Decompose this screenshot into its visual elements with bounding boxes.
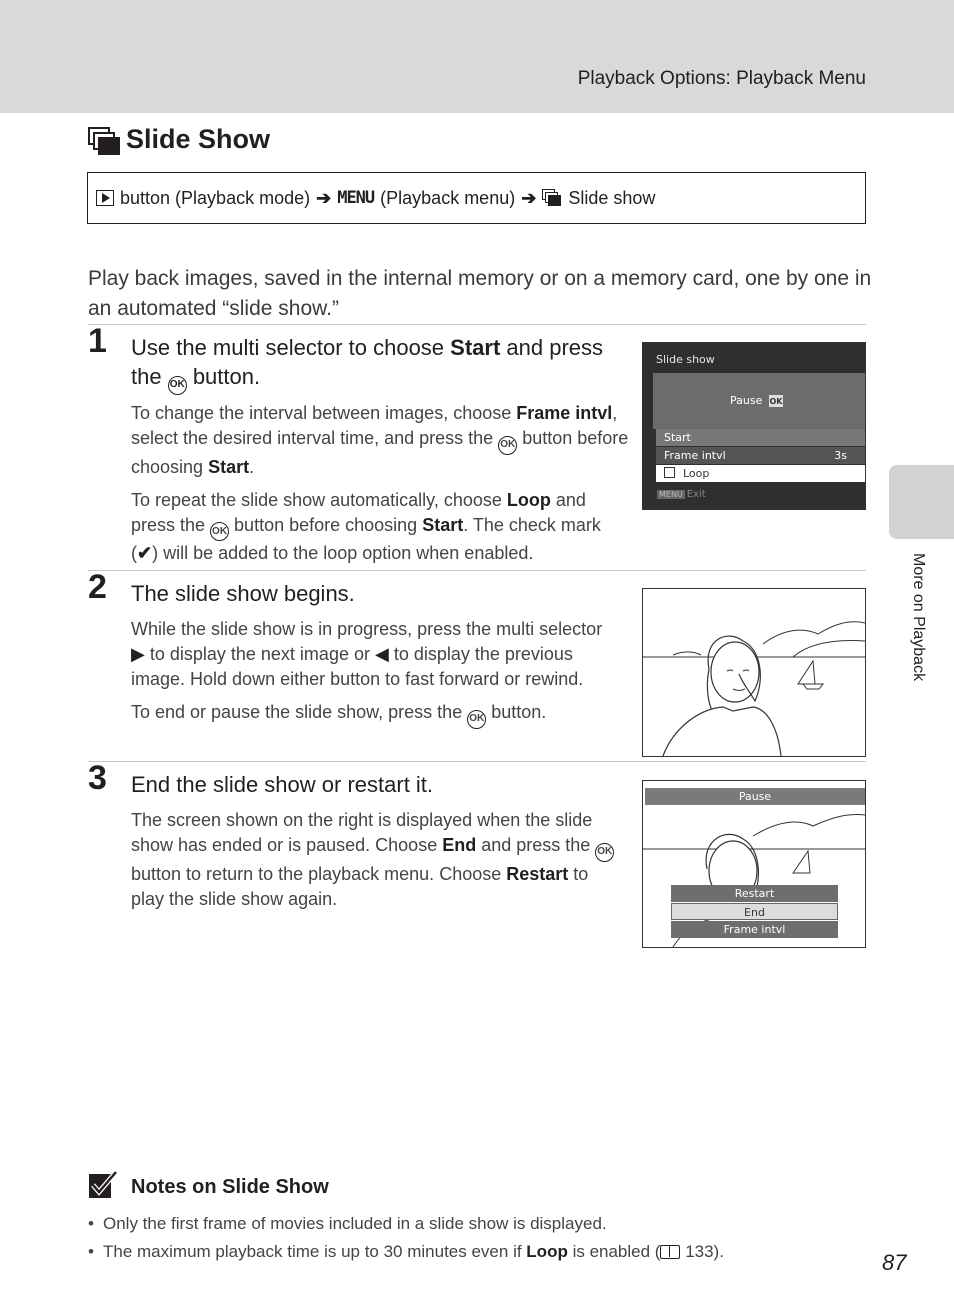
step-number: 3 xyxy=(88,759,107,797)
menu-item-frame-intvl: Frame intvl xyxy=(671,921,838,938)
list-item: • Only the first frame of movies included in a slide show is displayed. xyxy=(88,1210,724,1238)
playback-button-icon xyxy=(96,190,114,206)
step-heading: Use the multi selector to choose Start and press the OK button. xyxy=(131,333,611,395)
slide-show-menu-screen: Slide show Pause OK Start Frame intvl 3s Loop MENU Exit xyxy=(642,342,866,510)
page-title: Slide Show xyxy=(88,124,270,155)
checkbox-icon xyxy=(664,467,675,478)
pause-bar: Pause xyxy=(645,788,865,805)
left-arrow-icon: ◀ xyxy=(374,644,389,664)
running-header: Playback Options: Playback Menu xyxy=(577,68,866,89)
intro-text: Play back images, saved in the internal memory or on a memory card, one by one in an automated “slide show.” xyxy=(88,267,872,320)
step-number: 2 xyxy=(88,568,107,606)
step-body: The screen shown on the right is displayed when the slide show has ended or is paused. Choose End and press the OK button to return to the playback menu. Choose Restart to play the slide show again. xyxy=(131,810,613,909)
ok-button-icon: OK xyxy=(595,843,614,862)
ok-button-icon: OK xyxy=(210,522,229,541)
arrow-icon: ➔ xyxy=(316,187,332,208)
notes-check-icon xyxy=(88,1170,118,1200)
side-tab xyxy=(889,465,954,539)
step-heading: End the slide show or restart it. xyxy=(131,772,434,797)
menu-item-end: End xyxy=(671,903,838,920)
header-band xyxy=(0,0,954,113)
navigation-path: button (Playback mode) ➔ MENU (Playback menu) ➔ Slide show xyxy=(87,172,866,224)
book-icon xyxy=(660,1245,680,1259)
menu-item-start: Start xyxy=(656,429,865,446)
divider xyxy=(88,761,866,762)
list-item: • The maximum playback time is up to 30 minutes even if Loop is enabled ( 133). xyxy=(88,1238,724,1266)
menu-item-loop: Loop xyxy=(656,465,865,482)
portrait-illustration xyxy=(643,589,865,756)
ok-button-icon: OK xyxy=(498,436,517,455)
step-body: To change the interval between images, choose Frame intvl, select the desired interval time, and press the OK button before choosing Start. To repeat the slide show automatically, choose Loop and press the OK button before choosing Start. The check mark (✔) will be added to the loop option when enabled. xyxy=(131,403,629,563)
step-number: 1 xyxy=(88,322,107,360)
slide-show-icon xyxy=(542,189,562,207)
arrow-icon: ➔ xyxy=(521,187,537,208)
slide-show-image xyxy=(642,588,866,757)
pause-menu-screen xyxy=(642,780,866,948)
menu-button-label: MENU xyxy=(337,188,375,208)
step-heading: The slide show begins. xyxy=(131,581,355,606)
page-number: 87 xyxy=(882,1250,907,1275)
menu-item-restart: Restart xyxy=(671,885,838,902)
right-arrow-icon: ▶ xyxy=(131,644,145,664)
ok-icon: OK xyxy=(769,396,783,406)
menu-item-frame-intvl: Frame intvl 3s xyxy=(656,447,865,464)
side-tab-label: More on Playback xyxy=(910,553,927,682)
ok-button-icon: OK xyxy=(467,710,486,729)
notes-list xyxy=(88,1210,724,1266)
ok-button-icon: OK xyxy=(168,376,187,395)
slide-show-icon xyxy=(88,127,118,153)
check-mark-icon: ✔ xyxy=(137,543,153,563)
divider xyxy=(88,570,866,571)
divider xyxy=(88,324,866,325)
step-body: While the slide show is in progress, press the multi selector ▶ to display the next image or ◀ to display the previous image. Hold down either button to fast forward or rewind. To end or pause the slide show, press the OK button. xyxy=(131,617,616,737)
notes-title: Notes on Slide Show xyxy=(131,1176,329,1198)
exit-hint: MENU Exit xyxy=(659,489,706,500)
